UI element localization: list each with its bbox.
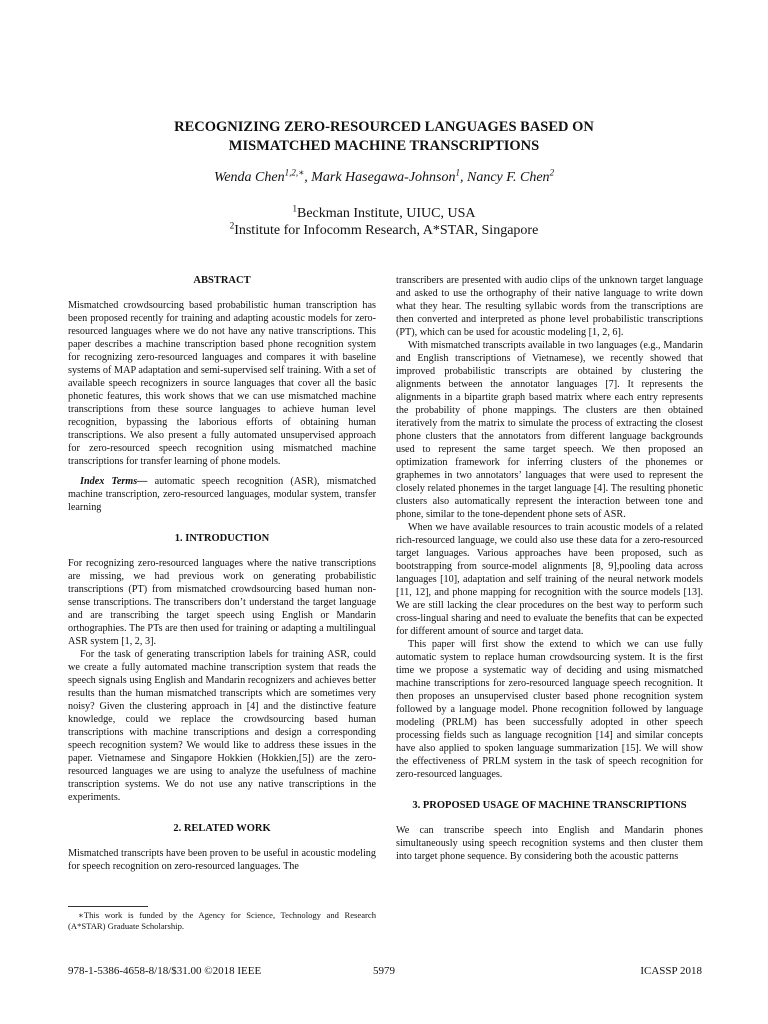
left-column [68,274,376,873]
author-list [60,167,708,186]
author-3-affil: 2 [549,167,555,178]
affiliation-1-text: Beckman Institute, UIUC, USA [297,206,476,221]
author-2: Mark Hasegawa-Johnson [311,170,456,185]
footer-conference: ICASSP 2018 [640,965,702,977]
footnote-rule [68,906,148,907]
author-separator: , [304,170,312,185]
author-2-affil: 1 [455,167,460,178]
affiliation-2-mark: 2 [229,220,235,231]
related-paragraph-continued: transcribers are presented with audio clips of the unknown target language and asked to use the orthography of their native language to write down what they hear. The resulting syllabic words from the transcriptions are then converted and interpreted as phone level probabilistic transcriptions (PT), which can be used for acoustic modeling [1, 2, 6]. [396,275,703,338]
author-3: Nancy F. Chen [466,170,550,185]
paper-title [60,118,708,156]
abstract-text: Mismatched crowdsourcing based probabilistic human transcription has been proposed recently for training and adapting acoustic models for zero-resourced languages where we do not have any native transcriptions. This paper describes a machine transcription based phone recognition system for recognizing zero-resourced languages and compares it with baseline systems of MAP adaptation and semi-supervised self training. With a set of available speech recognizers in source languages that cover all the basic phonetic features, this work shows that we can use mismatched machine transcriptions from these source languages to achieve human level recognition, bypassing the laborious efforts of obtaining human transcriptions. We also present a fully automated unsupervised approach for zero-resourced speech recognition using mismatched machine transcriptions for transfer learning of phone models. [68,300,376,467]
section-heading-proposed: 3. PROPOSED USAGE OF MACHINE TRANSCRIPTIONS [412,800,687,811]
related-paragraph-1: Mismatched transcripts have been proven to be useful in acoustic modeling for speech recognition on zero-resourced languages. The [68,848,376,872]
right-column [396,274,703,863]
section-heading-related-work: 2. RELATED WORK [173,823,271,834]
footnote: ∗This work is funded by the Agency for Science, Technology and Research (A*STAR) Graduate Scholarship. [68,910,376,931]
affiliation-2-text: Institute for Infocomm Research, A*STAR, Singapore [234,223,539,238]
intro-paragraph-1: For recognizing zero-resourced languages where the native transcriptions are missing, we had previous work on generating probabilistic transcriptions (PT) from mismatched crowdsourcing based human non-sense transcriptions. The transcribers don’t understand the target language and are transcribing the target speech using English or Mandarin orthographies. The PTs are then used for training or adapting a multilingual ASR system [1, 2, 3]. [68,558,376,647]
related-paragraph-4: This paper will first show the extend to which we can use fully automatic system to replace human crowdsourcing system. It is the first time we propose a systematic way of deciding and using mismatched machine transcriptions for zero-resourced language speech recognition. It then proposes an unsupervised cluster based phone recognition system followed by a language model. Phone recognition followed by language modeling (PRLM) has been successfully adopted in other speech processing fields such as language recognition [14] and similar concepts have also applied to spoken language summarization [15]. We will show the effectiveness of PRLM system in the task of speech recognition for zero-resourced languages. [396,639,703,780]
title-line-2: MISMATCHED MACHINE TRANSCRIPTIONS [228,138,540,154]
footer-isbn: 978-1-5386-4658-8/18/$31.00 ©2018 IEEE [68,965,262,977]
index-terms-label: Index Terms— [80,476,148,487]
section-heading-introduction: 1. INTRODUCTION [174,533,270,544]
author-1-affil: 1,2,∗ [284,167,305,178]
proposed-paragraph-1: We can transcribe speech into English and Mandarin phones simultaneously using speech recognition systems and then cluster them into target phone sequence. By considering both the acoustic patterns [396,825,703,862]
footer-page-number: 5979 [373,965,395,977]
author-1: Wenda Chen [213,170,285,185]
index-terms-text: automatic speech recognition (ASR), mismatched machine transcription, zero-resourced languages, modular system, transfer learning [68,476,376,513]
affiliation-1-mark: 1 [292,203,297,214]
related-paragraph-3: When we have available resources to train acoustic models of a related rich-resourced language, we could also use these data for a zero-resourced target languages. Various approaches have been proposed, such as bootstrapping from source-model alignments [8, 9],pooling data across languages [10], adaptation and self training of the neural network models [11, 12], and phone mapping for recognition with the source models [13]. We are still lacking the clear procedures on the best way to perform such cross-lingual sharing and need to evaluate the benefits that can be expected for different amount of source and target data. [396,522,703,637]
intro-paragraph-2: For the task of generating transcription labels for training ASR, could we create a fully automated machine transcription system that reads the speech signals using English and Mandarin recognizers and achieves better results than the human mismatched transcripts which are sometimes very noisy? Given the clustering approach in [4] and the distinctive feature knowledge, could we replace the crowdsourcing based human transcriptions with machine transcriptions and design a corresponding speech recognition system? We would like to address these issues in the paper. Vietnamese and Singapore Hokkien (Hokkien,[5]) are the zero-resourced languages we are using to analyze the usefulness of machine transcription systems. We do not use any native transcriptions in the experiments. [68,649,376,803]
abstract-heading: ABSTRACT [193,275,251,286]
title-line-1: RECOGNIZING ZERO-RESOURCED LANGUAGES BASED ON [174,119,594,135]
index-terms [68,475,376,514]
related-paragraph-2: With mismatched transcripts available in two languages (e.g., Mandarin and English transcriptions of Vietnamese), we recently showed that improved probabilistic transcripts are obtained by clustering the alignments between the annotator languages [7]. It represents the alignments in a bipartite graph based matrix where each entry represents the probability of phone mappings. The clusters are then obtained iteratively from the matrix to simulate the process of extracting the closest phone clusters that the annotators from different language backgrounds used to represent the same target speech. We then proposed an optimization framework for inferring clusters of the phonemes or graphemes in two annotators’ languages that were used to represent the closely related phonemes in the target language [4]. The resulting phonetic clusters also automatically represent the interaction between tone and phone, similar to the tone-dependent phone sets of ASR. [396,340,703,520]
affiliation-1 [60,205,708,222]
affiliations [60,205,708,239]
author-separator: , [459,170,467,185]
affiliation-2 [60,222,708,239]
